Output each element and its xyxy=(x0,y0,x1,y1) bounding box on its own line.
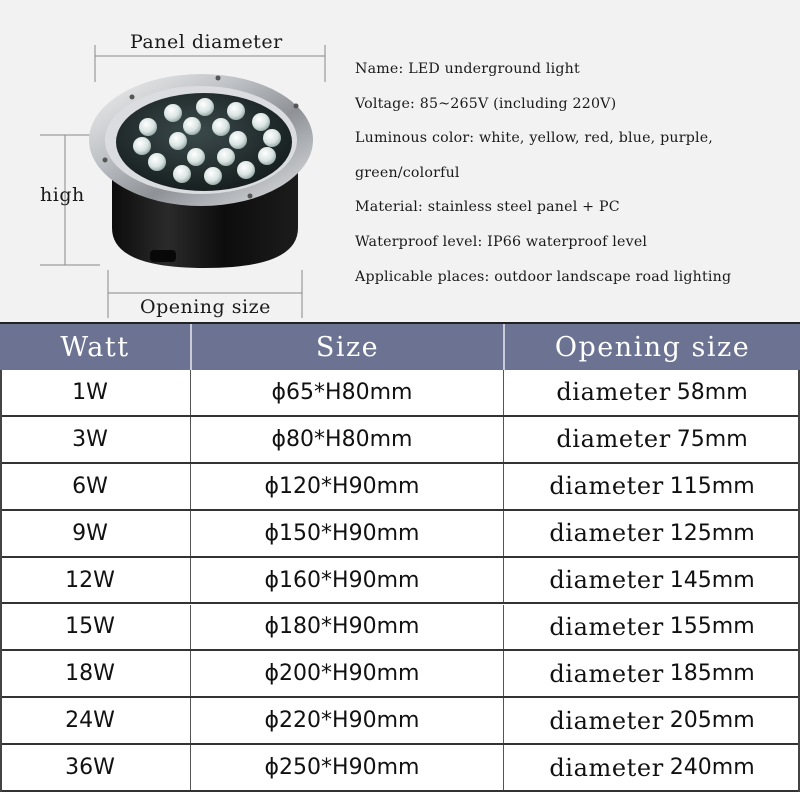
table-row xyxy=(0,417,800,464)
watt-value: 1W xyxy=(72,379,108,405)
opening-value: 125mm xyxy=(669,520,755,546)
table-row xyxy=(0,745,800,792)
watt-value: 6W xyxy=(72,473,108,499)
spec-voltage: Voltage: 85~265V (including 220V) xyxy=(355,95,617,112)
size-value: ϕ200*H90mm xyxy=(264,661,420,687)
header-size: Size xyxy=(190,324,503,370)
diameter-word: diameter xyxy=(556,425,671,454)
spec-luminous-color-cont: green/colorful xyxy=(355,164,460,181)
cell-opening xyxy=(503,605,800,650)
opening-value: 185mm xyxy=(669,661,755,687)
spec-luminous-color: Luminous color: white, yellow, red, blue, purple, xyxy=(355,130,714,147)
table-left-border xyxy=(0,370,2,792)
table-row xyxy=(0,651,800,698)
cell-opening xyxy=(503,370,800,415)
cell-opening xyxy=(503,417,800,462)
table-row xyxy=(0,558,800,605)
size-value: ϕ150*H90mm xyxy=(264,520,420,546)
cell-size xyxy=(190,464,503,509)
table-row xyxy=(0,370,800,417)
cell-opening xyxy=(503,698,800,743)
opening-size-label: Opening size xyxy=(140,296,271,318)
size-table xyxy=(0,322,800,790)
table-row xyxy=(0,605,800,652)
cell-watt xyxy=(0,698,190,743)
cell-watt xyxy=(0,511,190,556)
table-row xyxy=(0,698,800,745)
cell-size xyxy=(190,745,503,790)
spec-list xyxy=(355,57,795,299)
opening-value: 145mm xyxy=(669,567,755,593)
cell-size xyxy=(190,698,503,743)
cell-watt xyxy=(0,558,190,603)
cell-opening xyxy=(503,464,800,509)
cell-watt xyxy=(0,745,190,790)
header-opening-size: Opening size xyxy=(503,324,800,370)
header-watt: Watt xyxy=(60,331,130,363)
opening-value: 115mm xyxy=(669,473,755,499)
size-value: ϕ250*H90mm xyxy=(264,755,420,781)
watt-value: 24W xyxy=(65,708,115,734)
cell-watt xyxy=(0,370,190,415)
spec-waterproof: Waterproof level: IP66 waterproof level xyxy=(355,233,648,250)
cell-size xyxy=(190,370,503,415)
table-header xyxy=(0,324,800,370)
opening-value: 58mm xyxy=(676,379,748,405)
opening-value: 205mm xyxy=(669,708,755,734)
cell-watt xyxy=(0,417,190,462)
cell-size xyxy=(190,651,503,696)
panel-diameter-label: Panel diameter xyxy=(130,31,283,53)
opening-value: 155mm xyxy=(669,614,755,640)
cell-opening xyxy=(503,745,800,790)
diameter-word: diameter xyxy=(549,566,664,595)
diameter-word: diameter xyxy=(556,378,671,407)
cell-opening xyxy=(503,558,800,603)
diameter-word: diameter xyxy=(549,612,664,641)
size-value: ϕ65*H80mm xyxy=(271,379,413,405)
table-row xyxy=(0,511,800,558)
diameter-word: diameter xyxy=(549,706,664,735)
cell-watt xyxy=(0,464,190,509)
product-info-panel xyxy=(0,0,800,322)
spec-name: Name: LED underground light xyxy=(355,61,580,77)
spec-material: Material: stainless steel panel + PC xyxy=(355,199,620,216)
size-value: ϕ160*H90mm xyxy=(264,567,420,593)
cell-size xyxy=(190,511,503,556)
opening-value: 75mm xyxy=(676,426,748,452)
diameter-word: diameter xyxy=(549,659,664,688)
size-value: ϕ180*H90mm xyxy=(264,614,420,640)
lamp-diagram xyxy=(0,0,340,322)
opening-value: 240mm xyxy=(669,755,755,781)
diameter-word: diameter xyxy=(549,519,664,548)
watt-value: 9W xyxy=(72,520,108,546)
diameter-word: diameter xyxy=(549,472,664,501)
watt-value: 3W xyxy=(72,426,108,452)
watt-value: 15W xyxy=(65,614,115,640)
spec-applicable-places: Applicable places: outdoor landscape road lighting xyxy=(355,268,732,285)
cell-opening xyxy=(503,511,800,556)
cell-size xyxy=(190,558,503,603)
cell-size xyxy=(190,605,503,650)
size-value: ϕ120*H90mm xyxy=(264,473,420,499)
size-value: ϕ220*H90mm xyxy=(264,708,420,734)
table-row xyxy=(0,464,800,511)
cell-watt xyxy=(0,651,190,696)
watt-value: 18W xyxy=(65,661,115,687)
diameter-word: diameter xyxy=(549,753,664,782)
cell-watt xyxy=(0,605,190,650)
size-value: ϕ80*H80mm xyxy=(271,426,413,452)
watt-value: 36W xyxy=(65,755,115,781)
height-label: high xyxy=(40,184,85,206)
cell-size xyxy=(190,417,503,462)
watt-value: 12W xyxy=(65,567,115,593)
cell-opening xyxy=(503,651,800,696)
